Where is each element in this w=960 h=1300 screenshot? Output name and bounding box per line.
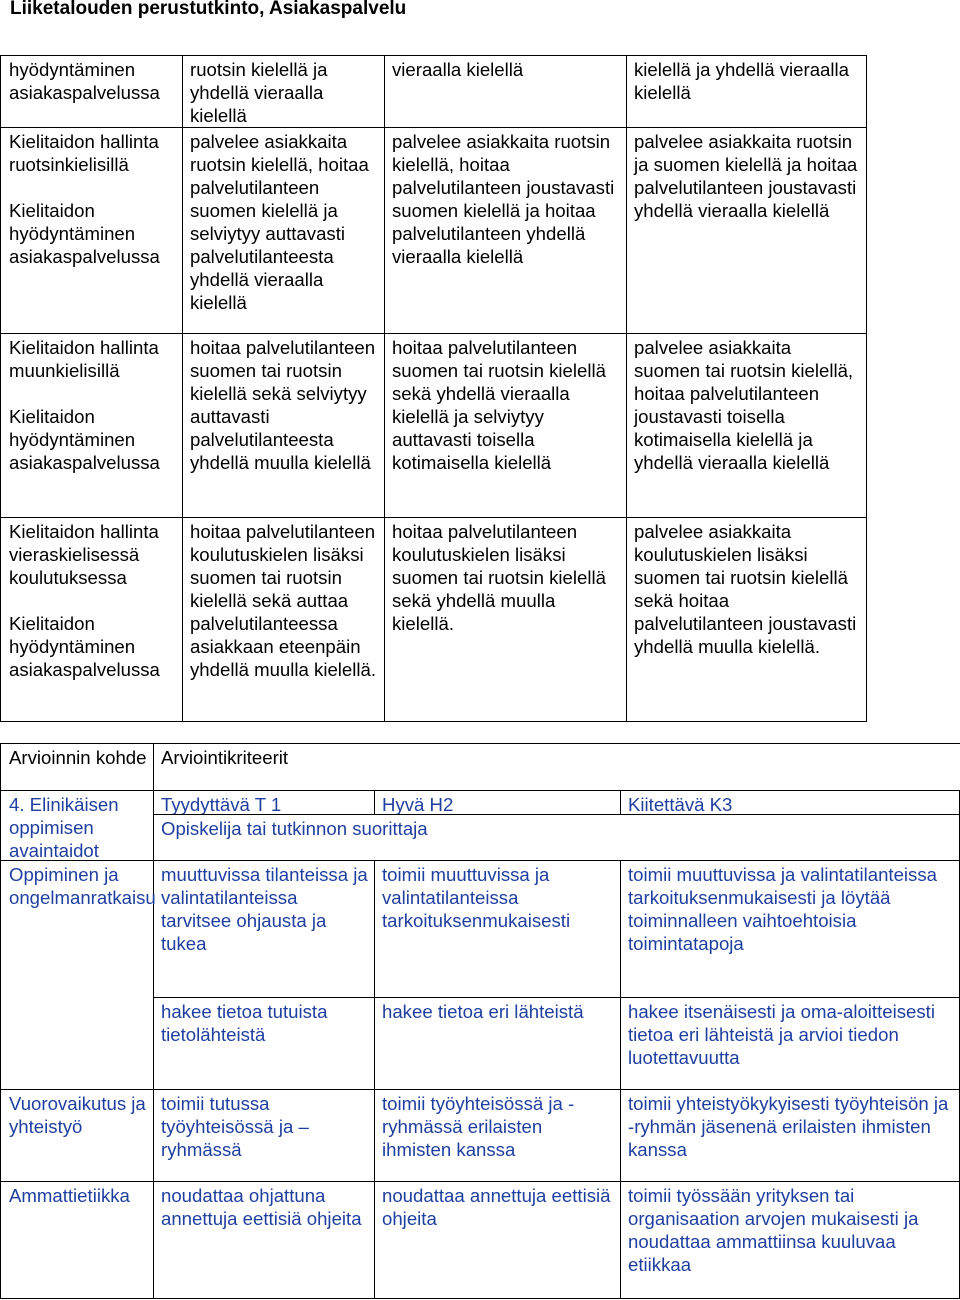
table2-header-target: [0, 743, 154, 791]
target-title: Kielitaidon hallinta muunkielisillä: [9, 337, 159, 381]
criteria-text: palvelee asiakkaita ruotsin ja suomen kielellä ja hoitaa palvelutilanteen joustavasti yhdellä vieraalla kielellä: [634, 131, 858, 221]
table1-row3-t1: [182, 517, 385, 722]
document-header-title: Liiketalouden perustutkinto, Asiakaspalvelu: [10, 0, 407, 19]
header-text: hyödyntäminen asiakaspalvelussa: [9, 59, 160, 103]
target-subtitle: Kielitaidon hyödyntäminen asiakaspalvelussa: [9, 406, 160, 473]
criteria-text: muuttuvissa tilanteissa ja valintatilanteissa tarvitsee ohjausta ja tukea: [161, 864, 368, 954]
table2-row4-target: [0, 1181, 154, 1299]
table2-row4-t1: [153, 1181, 375, 1299]
table2-row2-t1: [153, 997, 375, 1090]
table2-row3-t1: [153, 1089, 375, 1182]
table2-section-title: [0, 790, 154, 861]
column-header: Arvioinnin kohde: [9, 747, 147, 768]
criteria-text: toimii yhteistyökykyisesti työyhteisön ja -ryhmän jäsenenä erilaisten ihmisten kanssa: [628, 1093, 949, 1160]
table2-row3-h2: [374, 1089, 621, 1182]
target-title: Vuorovaikutus ja yhteistyö: [9, 1093, 146, 1137]
grade-h2: [374, 790, 621, 815]
target-title: Kielitaidon hallinta vieraskielisessä koulutuksessa: [9, 521, 159, 588]
table2-row1-k3: [620, 860, 960, 998]
table2-row4-k3: [620, 1181, 960, 1299]
table1-header-cell-k3: [626, 55, 867, 128]
table1-row1-t1: [182, 127, 385, 334]
table2-row1-t1: [153, 860, 375, 998]
table2-row1-target: [0, 860, 154, 1090]
table1-row1-k3: [626, 127, 867, 334]
header-text: vieraalla kielellä: [392, 59, 524, 80]
target-title: Oppiminen ja ongelmanratkaisu: [9, 864, 156, 908]
criteria-text: toimii työyhteisössä ja -ryhmässä erilaisten ihmisten kanssa: [382, 1093, 575, 1160]
criteria-text: palvelee asiakkaita ruotsin kielellä, hoitaa palvelutilanteen suomen kielellä ja selviytyy auttavasti palvelutilanteesta yhdellä vieraalla kielellä: [190, 131, 369, 313]
criteria-text: hoitaa palvelutilanteen suomen tai ruotsin kielellä sekä selviytyy auttavasti palvelutilanteesta yhdellä muulla kielellä: [190, 337, 376, 473]
grade-label: Kiitettävä K3: [628, 794, 733, 815]
criteria-text: hoitaa palvelutilanteen koulutuskielen lisäksi suomen tai ruotsin kielellä sekä yhdellä muulla kielellä.: [392, 521, 606, 634]
grade-t1: [153, 790, 375, 815]
table2-row2-k3: [620, 997, 960, 1090]
table2-header-criteria: [153, 743, 960, 791]
criteria-text: hoitaa palvelutilanteen koulutuskielen lisäksi suomen tai ruotsin kielellä sekä auttaa palvelutilanteessa asiakkaan eteenpäin yhdellä muulla kielellä.: [190, 521, 377, 680]
criteria-text: toimii muuttuvissa ja valintatilanteissa tarkoituksenmukaisesti: [382, 864, 571, 931]
criteria-text: hoitaa palvelutilanteen suomen tai ruotsin kielellä sekä yhdellä vieraalla kielellä ja selviytyy auttavasti toisella kotimaisella kielellä: [392, 337, 606, 473]
subtitle-text: Opiskelija tai tutkinnon suorittaja: [161, 818, 428, 839]
header-text: kielellä ja yhdellä vieraalla kielellä: [634, 59, 849, 103]
criteria-text: palvelee asiakkaita suomen tai ruotsin kielellä, hoitaa palvelutilanteen joustavasti toisella kotimaisella kielellä ja yhdellä vieraalla kielellä: [634, 337, 854, 473]
table1-header-cell-t1: [182, 55, 385, 128]
table1-row3-k3: [626, 517, 867, 722]
criteria-subtitle: [153, 814, 960, 861]
table1-header-cell-h2: [384, 55, 627, 128]
criteria-text: hakee tietoa eri lähteistä: [382, 1001, 584, 1022]
table2-row3-target: [0, 1089, 154, 1182]
criteria-text: noudattaa annettuja eettisiä ohjeita: [382, 1185, 611, 1229]
target-subtitle: Kielitaidon hyödyntäminen asiakaspalvelussa: [9, 613, 160, 680]
table1-row1-target: [0, 127, 183, 334]
table1-header-cell-target: [0, 55, 183, 128]
criteria-text: hakee tietoa tutuista tietolähteistä: [161, 1001, 328, 1045]
criteria-text: palvelee asiakkaita koulutuskielen lisäksi suomen tai ruotsin kielellä sekä hoitaa palvelutilanteen joustavasti yhdellä muulla kielellä.: [634, 521, 857, 657]
table2-row1-h2: [374, 860, 621, 998]
criteria-text: toimii työssään yrityksen tai organisaation arvojen mukaisesti ja noudattaa ammattiinsa kuuluvaa etiikkaa: [628, 1185, 919, 1275]
table1-row2-target: [0, 333, 183, 518]
target-subtitle: Kielitaidon hyödyntäminen asiakaspalvelussa: [9, 200, 160, 267]
table1-row2-k3: [626, 333, 867, 518]
table1-row2-h2: [384, 333, 627, 518]
criteria-text: toimii tutussa työyhteisössä ja – ryhmässä: [161, 1093, 309, 1160]
table1-row3-target: [0, 517, 183, 722]
table1-row2-t1: [182, 333, 385, 518]
target-title: Kielitaidon hallinta ruotsinkielisillä: [9, 131, 159, 175]
criteria-text: hakee itsenäisesti ja oma-aloitteisesti tietoa eri lähteistä ja arvioi tiedon luotettavuutta: [628, 1001, 935, 1068]
grade-label: Hyvä H2: [382, 794, 454, 815]
target-title: Ammattietiikka: [9, 1185, 130, 1206]
header-text: ruotsin kielellä ja yhdellä vieraalla kielellä: [190, 59, 328, 126]
grade-k3: [620, 790, 960, 815]
criteria-text: toimii muuttuvissa ja valintatilanteissa tarkoituksenmukaisesti ja löytää toiminnalleen vaihtoehtoisia toimintatapoja: [628, 864, 937, 954]
table2-row4-h2: [374, 1181, 621, 1299]
section-title: 4. Elinikäisen oppimisen avaintaidot: [9, 794, 119, 861]
table1-row3-h2: [384, 517, 627, 722]
criteria-text: noudattaa ohjattuna annettuja eettisiä ohjeita: [161, 1185, 362, 1229]
table2-row2-h2: [374, 997, 621, 1090]
column-header: Arviointikriteerit: [161, 747, 289, 768]
table2-row3-k3: [620, 1089, 960, 1182]
grade-label: Tyydyttävä T 1: [161, 794, 282, 815]
table1-row1-h2: [384, 127, 627, 334]
criteria-text: palvelee asiakkaita ruotsin kielellä, hoitaa palvelutilanteen joustavasti suomen kielellä ja hoitaa palvelutilanteen yhdellä vieraalla kielellä: [392, 131, 615, 267]
